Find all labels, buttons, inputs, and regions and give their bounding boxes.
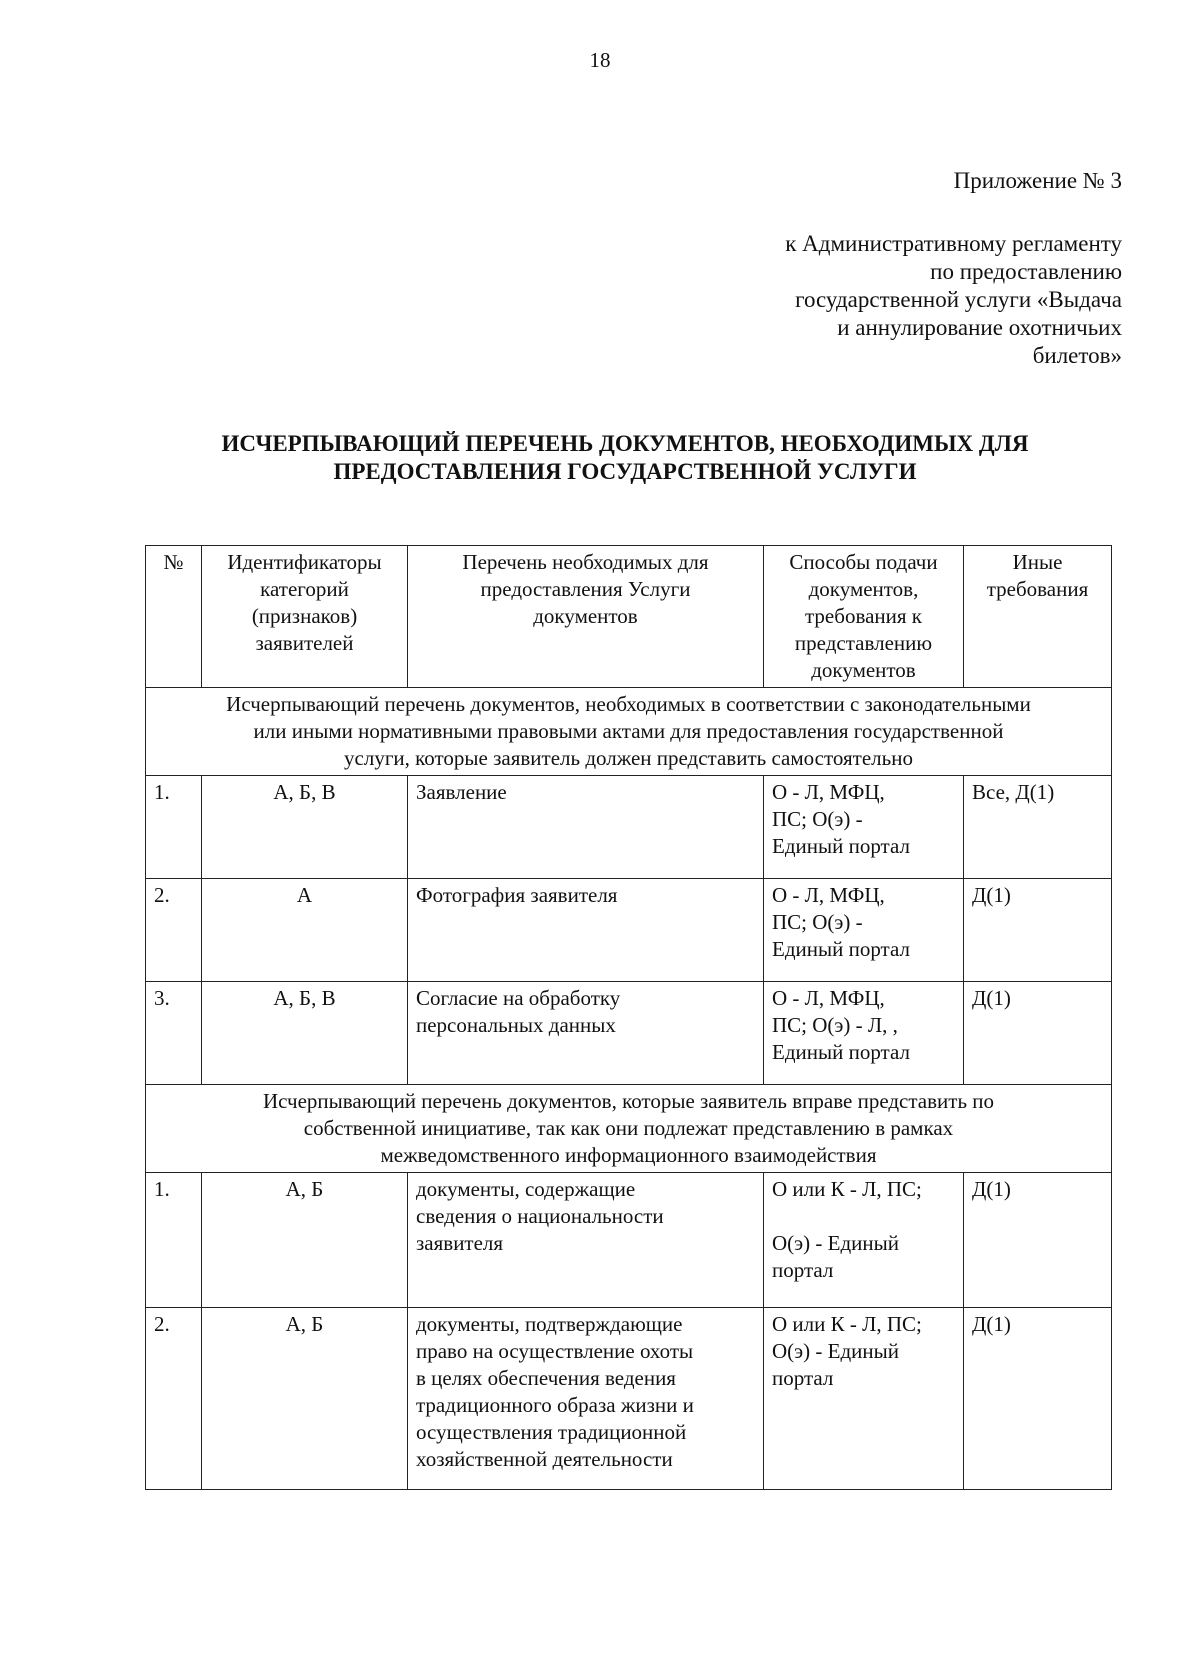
row-document	[408, 776, 764, 879]
cell-line: право на осуществление охоты	[416, 1339, 694, 1363]
header-line: Иные	[1012, 550, 1063, 574]
header-line: требования	[986, 577, 1089, 601]
cell-line: традиционного образа жизни и	[416, 1393, 694, 1417]
cell-line: сведения о национальности	[416, 1204, 664, 1228]
row-document	[408, 982, 764, 1085]
row-method	[764, 776, 964, 879]
cell-line: портал	[772, 1366, 834, 1390]
cell-line: О - Л, МФЦ,	[772, 780, 885, 804]
heading-line: ИСЧЕРПЫВАЮЩИЙ ПЕРЕЧЕНЬ ДОКУМЕНТОВ, НЕОБХОДИМЫХ ДЛЯ	[221, 431, 1029, 456]
header-submission-methods	[764, 546, 964, 688]
row-identifiers: А, Б, В	[202, 776, 408, 879]
heading-line: ПРЕДОСТАВЛЕНИЯ ГОСУДАРСТВЕННОЙ УСЛУГИ	[333, 459, 917, 484]
row-number: 1.	[146, 776, 202, 879]
section-line: межведомственного информационного взаимодействия	[380, 1143, 877, 1167]
header-line: заявителей	[255, 631, 354, 655]
cell-line: ПС; О(э) -	[772, 910, 863, 934]
section-line: или иными нормативными правовыми актами для предоставления государственной	[253, 719, 1004, 743]
cell-line: хозяйственной деятельности	[416, 1447, 673, 1471]
header-line: категорий	[260, 577, 349, 601]
table-header-row	[146, 546, 1112, 688]
appendix-label: Приложение № 3	[953, 168, 1122, 193]
section-line: Исчерпывающий перечень документов, которые заявитель вправе представить по	[262, 1089, 995, 1113]
row-document	[408, 879, 764, 982]
document-heading	[150, 430, 1100, 486]
section-title-mandatory	[146, 688, 1112, 776]
cell-line: О(э) - Единый	[772, 1231, 899, 1255]
cell-line: ПС; О(э) - Л, ,	[772, 1013, 898, 1037]
header-line: Перечень необходимых для	[462, 550, 709, 574]
header-line: Идентификаторы	[227, 550, 382, 574]
table-row	[146, 1173, 1112, 1308]
row-method	[764, 1308, 964, 1490]
section-line: услуги, которые заявитель должен представить самостоятельно	[344, 746, 913, 770]
header-documents-list	[408, 546, 764, 688]
table-row	[146, 982, 1112, 1085]
cell-line: персональных данных	[416, 1013, 616, 1037]
row-number: 3.	[146, 982, 202, 1085]
row-document	[408, 1308, 764, 1490]
cell-line: заявителя	[416, 1231, 504, 1255]
row-other: Все, Д(1)	[964, 776, 1112, 879]
reference-line: государственной услуги «Выдача	[795, 287, 1122, 312]
row-other: Д(1)	[964, 1173, 1112, 1308]
header-line: документов	[533, 604, 638, 628]
cell-line: Заявление	[416, 780, 507, 804]
cell-line: О или К - Л, ПС;	[772, 1177, 922, 1201]
row-method	[764, 879, 964, 982]
row-other: Д(1)	[964, 879, 1112, 982]
cell-spacer	[772, 1203, 955, 1230]
cell-line: О или К - Л, ПС;	[772, 1312, 922, 1336]
reference-line: к Административному регламенту	[785, 231, 1122, 256]
header-identifiers	[202, 546, 408, 688]
table-row	[146, 879, 1112, 982]
row-method	[764, 1173, 964, 1308]
row-identifiers: А	[202, 879, 408, 982]
cell-line: документы, подтверждающие	[416, 1312, 683, 1336]
cell-line: О - Л, МФЦ,	[772, 883, 885, 907]
header-number: №	[146, 546, 202, 688]
section-header-row	[146, 1085, 1112, 1173]
header-line: документов	[811, 658, 916, 682]
reference-line: по предоставлению	[930, 259, 1122, 284]
cell-line: Единый портал	[772, 1040, 910, 1064]
row-identifiers: А, Б	[202, 1173, 408, 1308]
header-line: (признаков)	[251, 604, 358, 628]
header-other-requirements	[964, 546, 1112, 688]
section-header-row	[146, 688, 1112, 776]
cell-line: осуществления традиционной	[416, 1420, 687, 1444]
cell-line: портал	[772, 1258, 834, 1282]
row-other: Д(1)	[964, 1308, 1112, 1490]
row-document	[408, 1173, 764, 1308]
header-line: представлению	[794, 631, 933, 655]
row-identifiers: А, Б	[202, 1308, 408, 1490]
cell-line: Фотография заявителя	[416, 883, 618, 907]
cell-line: документы, содержащие	[416, 1177, 636, 1201]
cell-line: в целях обеспечения ведения	[416, 1366, 676, 1390]
cell-line: Согласие на обработку	[416, 986, 621, 1010]
page-number: 18	[589, 48, 611, 72]
row-number: 2.	[146, 879, 202, 982]
table-row	[146, 776, 1112, 879]
row-identifiers: А, Б, В	[202, 982, 408, 1085]
cell-line: О - Л, МФЦ,	[772, 986, 885, 1010]
reference-line: билетов»	[1032, 343, 1122, 368]
cell-line: О(э) - Единый	[772, 1339, 899, 1363]
table-row	[146, 1308, 1112, 1490]
header-line: документов,	[808, 577, 919, 601]
header-line: Способы подачи	[789, 550, 938, 574]
header-line: требования к	[805, 604, 922, 628]
section-line: собственной инициативе, так как они подлежат представлению в рамках	[303, 1116, 954, 1140]
documents-table	[145, 545, 1112, 1490]
section-title-optional	[146, 1085, 1112, 1173]
cell-line: Единый портал	[772, 834, 910, 858]
header-line: предоставления Услуги	[480, 577, 691, 601]
row-other: Д(1)	[964, 982, 1112, 1085]
section-line: Исчерпывающий перечень документов, необходимых в соответствии с законодательными	[226, 692, 1031, 716]
cell-line: ПС; О(э) -	[772, 807, 863, 831]
row-number: 2.	[146, 1308, 202, 1490]
row-method	[764, 982, 964, 1085]
appendix-reference	[785, 230, 1122, 370]
row-number: 1.	[146, 1173, 202, 1308]
cell-line: Единый портал	[772, 937, 910, 961]
reference-line: и аннулирование охотничьих	[837, 315, 1122, 340]
